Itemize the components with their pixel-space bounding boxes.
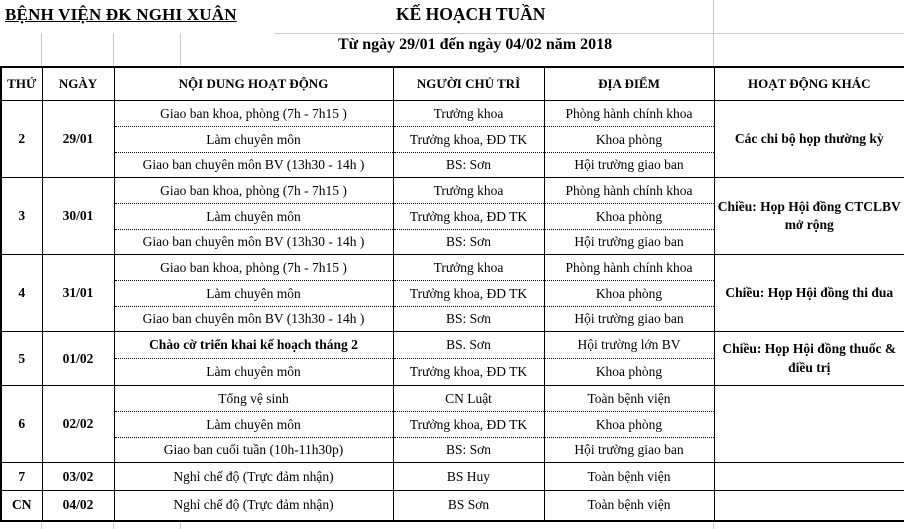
gridline — [180, 33, 181, 66]
location-cell: Khoa phòng — [544, 204, 714, 230]
day-cell: CN — [1, 491, 42, 521]
schedule-row — [1, 463, 904, 491]
other-activity-cell: Chiều: Họp Hội đồng thuốc & điều trị — [714, 332, 904, 386]
location-cell: Hội trường giao ban — [544, 153, 714, 178]
activity-cell: Giao ban khoa, phòng (7h - 7h15 ) — [114, 178, 393, 204]
date-cell: 02/02 — [42, 386, 114, 463]
gridline — [713, 521, 714, 529]
day-cell: 2 — [1, 101, 42, 178]
location-cell: Khoa phòng — [544, 281, 714, 307]
gridline — [275, 33, 904, 34]
chair-cell: BS: Sơn — [393, 307, 544, 332]
header-row — [1, 67, 904, 101]
activity-cell: Giao ban khoa, phòng (7h - 7h15 ) — [114, 255, 393, 281]
activity-cell: Làm chuyên môn — [114, 204, 393, 230]
other-activity-cell — [714, 491, 904, 521]
gridline — [113, 521, 114, 529]
other-activity-cell — [714, 386, 904, 463]
other-activity-cell: Chiều: Họp Hội đồng CTCLBV mở rộng — [714, 178, 904, 255]
location-cell: Phòng hành chính khoa — [544, 255, 714, 281]
day-cell: 5 — [1, 332, 42, 386]
location-cell: Toàn bệnh viện — [544, 386, 714, 412]
activity-cell: Tổng vệ sinh — [114, 386, 393, 412]
schedule-row — [1, 332, 904, 359]
schedule-row — [1, 255, 904, 281]
day-cell: 3 — [1, 178, 42, 255]
schedule-table — [0, 66, 904, 522]
gridline — [713, 0, 714, 66]
schedule-row — [1, 178, 904, 204]
location-cell: Hội trường giao ban — [544, 307, 714, 332]
chair-cell: BS Huy — [393, 463, 544, 491]
chair-cell: Trưởng khoa, ĐD TK — [393, 281, 544, 307]
chair-cell: BS Sơn — [393, 491, 544, 521]
location-cell: Phòng hành chính khoa — [544, 178, 714, 204]
location-cell: Hội trường giao ban — [544, 230, 714, 255]
activity-cell: Làm chuyên môn — [114, 127, 393, 153]
chair-cell: BS: Sơn — [393, 438, 544, 463]
other-activity-cell — [714, 463, 904, 491]
day-cell: 7 — [1, 463, 42, 491]
chair-cell: BS: Sơn — [393, 153, 544, 178]
gridline — [180, 521, 181, 529]
date-cell: 31/01 — [42, 255, 114, 332]
activity-cell: Giao ban chuyên môn BV (13h30 - 14h ) — [114, 230, 393, 255]
day-cell: 6 — [1, 386, 42, 463]
chair-cell: Trưởng khoa, ĐD TK — [393, 204, 544, 230]
activity-cell: Nghỉ chế độ (Trực đảm nhận) — [114, 463, 393, 491]
chair-cell: BS. Sơn — [393, 332, 544, 359]
location-cell: Hội trường giao ban — [544, 438, 714, 463]
date-cell: 30/01 — [42, 178, 114, 255]
schedule-row — [1, 386, 904, 412]
chair-cell: Trưởng khoa, ĐD TK — [393, 412, 544, 438]
chair-cell: Trưởng khoa — [393, 178, 544, 204]
date-range-subtitle: Từ ngày 29/01 đến ngày 04/02 năm 2018 — [338, 36, 613, 53]
date-cell: 03/02 — [42, 463, 114, 491]
activity-cell: Giao ban cuối tuần (10h-11h30p) — [114, 438, 393, 463]
chair-cell: Trưởng khoa, ĐD TK — [393, 127, 544, 153]
column-header-date: NGÀY — [42, 67, 114, 101]
date-cell: 04/02 — [42, 491, 114, 521]
column-header-chair: NGƯỜI CHỦ TRÌ — [393, 67, 544, 101]
gridline — [41, 521, 42, 529]
location-cell: Toàn bệnh viện — [544, 491, 714, 521]
gridline — [41, 33, 42, 66]
location-cell: Khoa phòng — [544, 412, 714, 438]
activity-cell: Giao ban chuyên môn BV (13h30 - 14h ) — [114, 153, 393, 178]
day-cell: 4 — [1, 255, 42, 332]
activity-cell: Làm chuyên môn — [114, 412, 393, 438]
chair-cell: Trưởng khoa, ĐD TK — [393, 359, 544, 386]
schedule-row — [1, 491, 904, 521]
chair-cell: BS: Sơn — [393, 230, 544, 255]
other-activity-cell: Các chi bộ họp thường kỳ — [714, 101, 904, 178]
page-title: KẾ HOẠCH TUẦN — [396, 4, 546, 24]
hospital-name: BỆNH VIỆN ĐK NGHI XUÂN — [5, 5, 237, 24]
date-cell: 29/01 — [42, 101, 114, 178]
location-cell: Phòng hành chính khoa — [544, 101, 714, 127]
activity-cell: Chào cờ triển khai kế hoạch tháng 2 — [114, 332, 393, 359]
location-cell: Khoa phòng — [544, 359, 714, 386]
column-header-other: HOẠT ĐỘNG KHÁC — [714, 67, 904, 101]
other-activity-cell: Chiều: Họp Hội đồng thi đua — [714, 255, 904, 332]
column-header-activity: NỘI DUNG HOẠT ĐỘNG — [114, 67, 393, 101]
location-cell: Khoa phòng — [544, 127, 714, 153]
chair-cell: Trưởng khoa — [393, 101, 544, 127]
column-header-day: THỨ — [1, 67, 42, 101]
activity-cell: Làm chuyên môn — [114, 281, 393, 307]
activity-cell: Nghỉ chế độ (Trực đảm nhận) — [114, 491, 393, 521]
date-cell: 01/02 — [42, 332, 114, 386]
chair-cell: Trưởng khoa — [393, 255, 544, 281]
activity-cell: Giao ban khoa, phòng (7h - 7h15 ) — [114, 101, 393, 127]
activity-cell: Giao ban chuyên môn BV (13h30 - 14h ) — [114, 307, 393, 332]
gridline — [113, 33, 114, 66]
activity-cell: Làm chuyên môn — [114, 359, 393, 386]
location-cell: Toàn bệnh viện — [544, 463, 714, 491]
schedule-body — [1, 101, 904, 521]
column-header-location: ĐỊA ĐIỂM — [544, 67, 714, 101]
chair-cell: CN Luật — [393, 386, 544, 412]
schedule-row — [1, 101, 904, 127]
location-cell: Hội trường lớn BV — [544, 332, 714, 359]
